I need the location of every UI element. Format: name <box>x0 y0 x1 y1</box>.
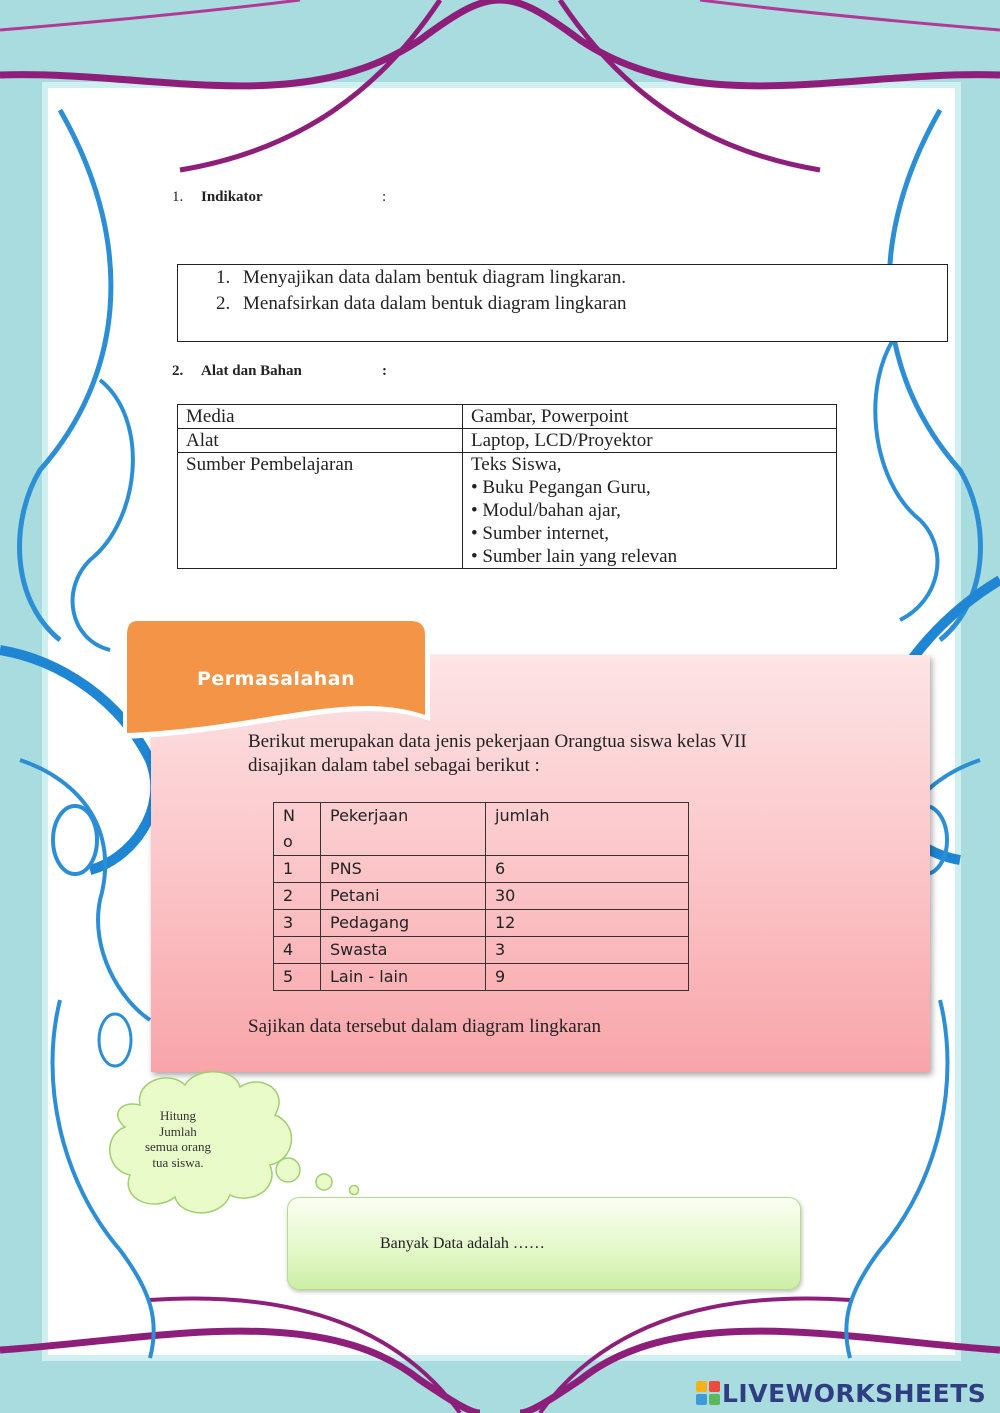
cell-count: 9 <box>486 964 689 991</box>
brand-name: LIVEWORKSHEETS <box>722 1378 987 1408</box>
section2-colon: : <box>382 363 387 379</box>
value-line: • Buku Pegangan Guru, <box>471 477 651 498</box>
section2-number: 2. <box>172 363 184 379</box>
table-cell-label: Alat <box>178 429 463 453</box>
cell-job: Swasta <box>321 937 486 964</box>
section1-number: 1. <box>172 189 184 205</box>
table-row <box>274 964 689 991</box>
table-row <box>178 453 837 569</box>
table-row <box>274 883 689 910</box>
header-no-line1: N <box>283 806 295 825</box>
cell-no: 5 <box>274 964 321 991</box>
cell-job: Pedagang <box>321 910 486 937</box>
indicator-text: Menafsirkan data dalam bentuk diagram lingkaran <box>243 293 627 314</box>
header-no <box>274 803 321 856</box>
indicator-text: Menyajikan data dalam bentuk diagram lingkaran. <box>243 267 627 288</box>
cell-job: PNS <box>321 856 486 883</box>
value-line: Teks Siswa, <box>471 454 562 475</box>
table-cell-value: Gambar, Powerpoint <box>463 405 837 429</box>
table-cell-label: Sumber Pembelajaran <box>178 453 463 569</box>
thought-bubble-text <box>128 1108 228 1170</box>
cell-job: Lain - lain <box>321 964 486 991</box>
value-line: • Sumber internet, <box>471 523 610 544</box>
table-row <box>178 429 837 453</box>
cell-no: 2 <box>274 883 321 910</box>
bubble-line: Hitung <box>159 1108 197 1123</box>
live-logo-icon <box>696 1381 720 1405</box>
tools-materials-table <box>177 404 837 569</box>
table-row <box>274 910 689 937</box>
job-data-table <box>273 802 689 991</box>
table-cell-label: Media <box>178 405 463 429</box>
value-line: • Modul/bahan ajar, <box>471 500 621 521</box>
cell-no: 4 <box>274 937 321 964</box>
problem-intro-line1: Berikut merupakan data jenis pekerjaan Orangtua siswa kelas VII <box>248 731 747 752</box>
cell-count: 12 <box>486 910 689 937</box>
answer-box-text: Banyak Data adalah …… <box>380 1235 545 1252</box>
header-count: jumlah <box>486 803 689 856</box>
value-line: • Sumber lain yang relevan <box>471 546 678 567</box>
section2-title: Alat dan Bahan <box>201 363 302 379</box>
indicator-box <box>177 264 948 342</box>
table-row <box>178 405 837 429</box>
problem-intro-line2: disajikan dalam tabel sebagai berikut : <box>248 755 540 776</box>
header-no-line2: o <box>283 832 293 851</box>
table-row <box>274 856 689 883</box>
indicator-num: 2. <box>216 293 231 314</box>
problem-instruction: Sajikan data tersebut dalam diagram lingkaran <box>248 1016 601 1037</box>
cell-count: 6 <box>486 856 689 883</box>
indicator-num: 1. <box>216 267 231 288</box>
indicator-item <box>216 267 626 289</box>
problem-tab-label: Permasalahan <box>197 668 356 690</box>
cell-job: Petani <box>321 883 486 910</box>
bubble-line: semua orang <box>144 1139 212 1154</box>
liveworksheets-logo <box>696 1378 986 1408</box>
cell-no: 3 <box>274 910 321 937</box>
table-row <box>274 937 689 964</box>
bubble-line: Jumlah <box>159 1123 197 1139</box>
table-cell-value: Laptop, LCD/Proyektor <box>463 429 837 453</box>
bubble-line: tua siswa. <box>152 1154 204 1170</box>
section1-title: Indikator <box>201 189 263 205</box>
table-cell-value-list <box>463 453 837 569</box>
indicator-item <box>216 293 627 315</box>
section1-colon: : <box>382 189 387 205</box>
cell-no: 1 <box>274 856 321 883</box>
header-job: Pekerjaan <box>321 803 486 856</box>
table-header-row <box>274 803 689 856</box>
cell-count: 30 <box>486 883 689 910</box>
cell-count: 3 <box>486 937 689 964</box>
